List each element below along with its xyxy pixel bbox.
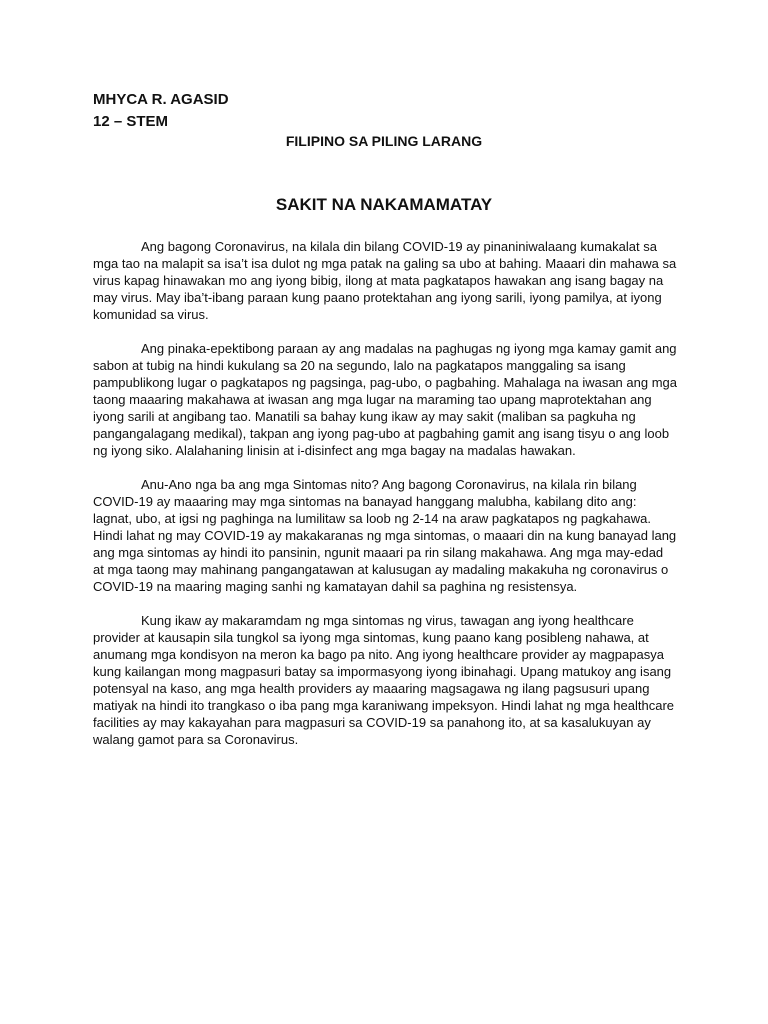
paragraph: Ang bagong Coronavirus, na kilala din bilang COVID-19 ay pinaniniwalaang kumakalat sa mga tao na malapit sa isa’t isa dulot ng mga patak na galing sa ubo at bahing. Maaari din mahawa sa virus kapag hinawakan mo ang iyong bibig, ilong at mata pagkatapos hawakan ang isang bagay na may virus. May iba’t-ibang paraan kung paano protektahan ang iyong sarili, iyong pamilya, at iyong komunidad sa virus. (93, 239, 677, 322)
author-block (93, 89, 229, 133)
paragraph: Kung ikaw ay makaramdam ng mga sintomas ng virus, tawagan ang iyong healthcare provider at kausapin sila tungkol sa iyong mga sintomas, kung paano kang posibleng nahawa, at anumang mga kondisyon na meron ka bago pa nito. Ang iyong healthcare provider ay magpapasya kung kailangan mong magpasuri batay sa impormasyong iyong ibinahagi. Upang matukoy ang isang potensyal na kaso, ang mga health providers ay maaaring magsagawa ng ilang pagsusuri upang matiyak na hindi ito trangkaso o iba pang mga karaniwang impeksyon. Hindi lahat ng mga healthcare facilities ay may kakayahan para magpasuri sa COVID-19 sa panahong ito, at sa kasalukuyan ay walang gamot para sa Coronavirus. (93, 613, 675, 747)
document-title: SAKIT NA NAKAMAMATAY (275, 195, 493, 214)
paragraph: Anu-Ano nga ba ang mga Sintomas nito? Ang bagong Coronavirus, na kilala rin bilang COVID-19 ay maaaring may mga sintomas na banayad hanggang malubha, kabilang dito ang: lagnat, ubo, at igsi ng paghinga na lumilitaw sa loob ng 2-14 na araw pagkatapos ng pagkahawa. Hindi lahat ng may COVID-19 ay makakaranas ng mga sintomas, o maaari din na kung banayad lang ang mga sintomas ay hindi ito pansinin, ngunit maaari pa rin silang makahawa. Ang mga may-edad at mga taong may mahinang pangangatawan at kalusugan ay madaling makakuha ng coronavirus o COVID-19 na maaring maging sanhi ng kamatayan dahil sa paghina ng resistensya. (93, 477, 677, 594)
author-name: MHYCA R. AGASID (93, 91, 229, 108)
document-body (93, 238, 677, 765)
paragraph: Ang pinaka-epektibong paraan ay ang madalas na paghugas ng iyong mga kamay gamit ang sabon at tubig na hindi kukulang sa 20 na segundo, lalo na pagkatapos manggaling sa isang pampublikong lugar o pagkatapos ng pagsinga, pag-ubo, o pagbahing. Mahalaga na iwasan ang mga taong maaaring makahawa at iwasan ang mga lugar na maraming tao upang maprotektahan ang iyong sarili at angibang tao. Manatili sa bahay kung ikaw ay may sakit (maliban sa pagkuha ng pangangalagang medikal), takpan ang iyong pag-ubo at pagbahing gamit ang isang tisyu o ang loob ng iyong siko. Alalahaning linisin at i-disinfect ang mga bagay na madalas hawakan. (93, 341, 677, 458)
subject-heading: FILIPINO SA PILING LARANG (285, 133, 483, 149)
grade-section: 12 – STEM (93, 113, 169, 130)
